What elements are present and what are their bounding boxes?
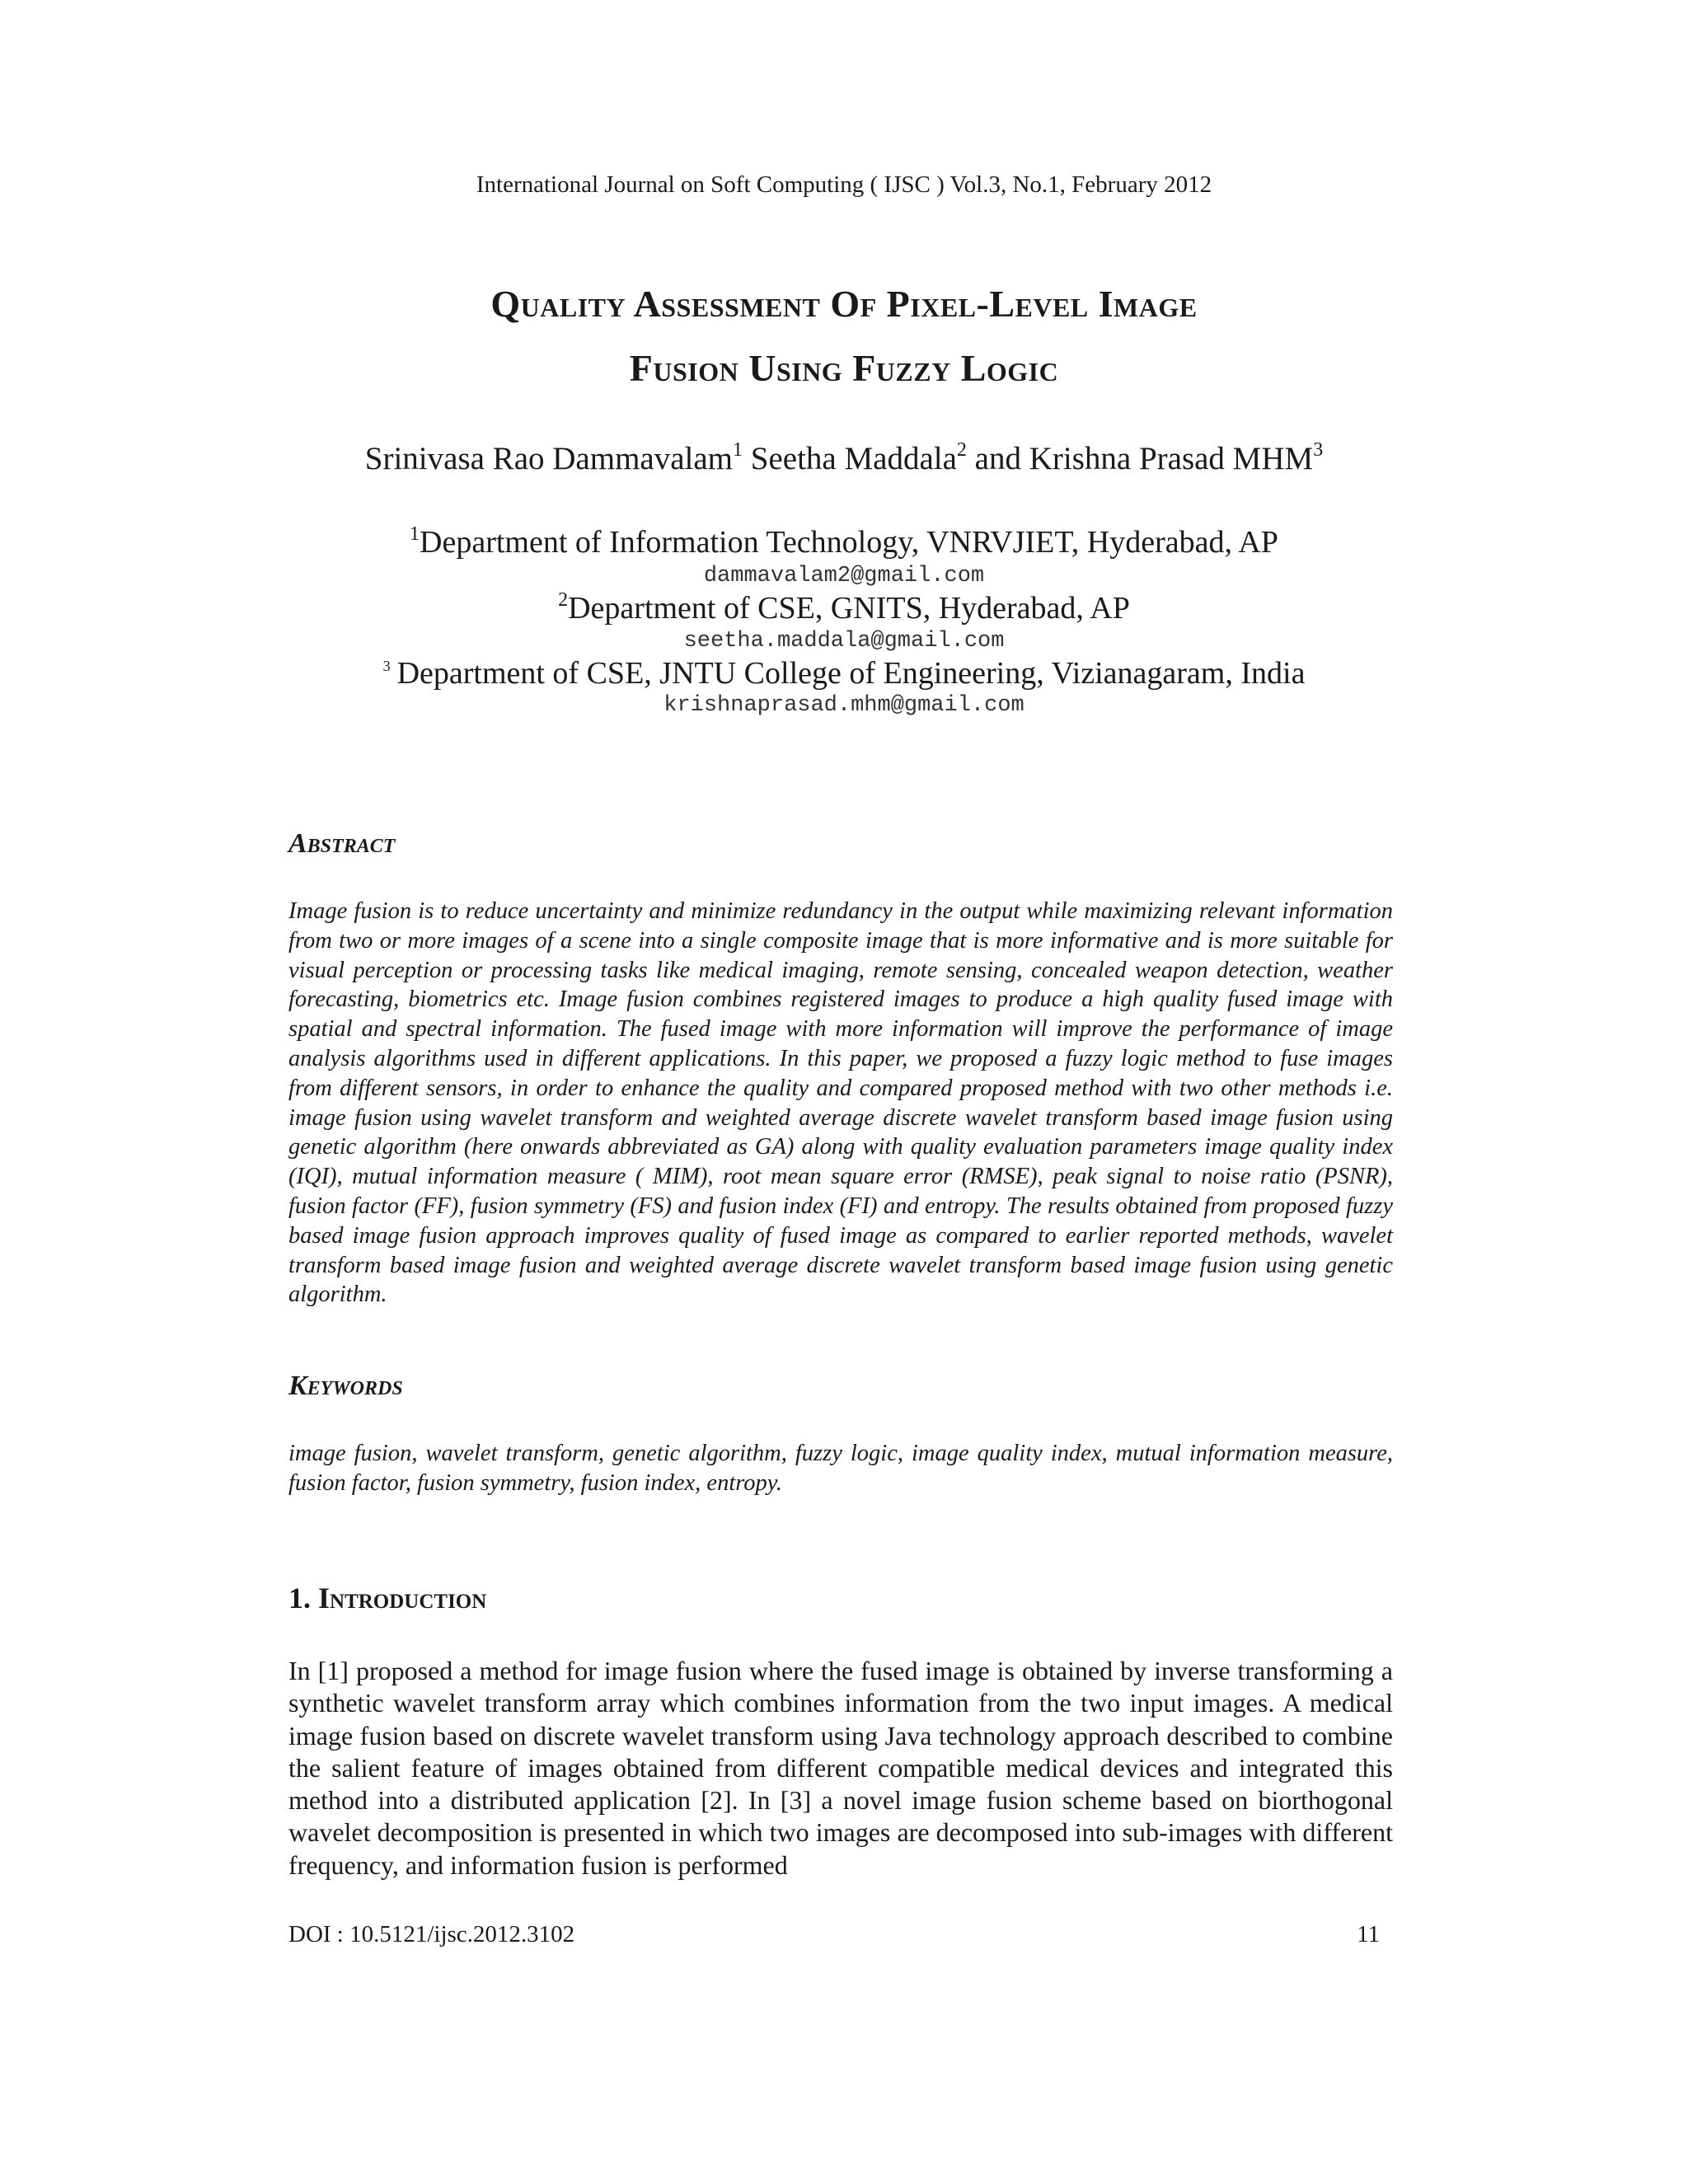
paper-title xyxy=(0,272,1688,401)
title-line-1: Quality Assessment Of Pixel-Level Image xyxy=(490,283,1198,325)
author-list xyxy=(0,438,1688,480)
affiliation-3 xyxy=(0,655,1688,691)
abstract-body: Image fusion is to reduce uncertainty and minimize redundancy in the output while maximizing relevant information from two or more images of a scene into a single composite image that is more informative and is more suitable for visual perception or processing tasks like medical imaging, remote sensing, concealed weapon detection, weather forecasting, biometrics etc. Image fusion combines registered images to produce a high quality fused image with spatial and spectral information. The fused image with more information will improve the performance of image analysis algorithms used in different applications. In this paper, we proposed a fuzzy logic method to fuse images from different sensors, in order to enhance the quality and compared proposed method with two other methods i.e. image fusion using wavelet transform and weighted average discrete wavelet transform based image fusion using genetic algorithm (here onwards abbreviated as GA) along with quality evaluation parameters image quality index (IQI), mutual information measure ( MIM), root mean square error (RMSE), peak signal to noise ratio (PSNR), fusion factor (FF), fusion symmetry (FS) and fusion index (FI) and entropy. The results obtained from proposed fuzzy based image fusion approach improves quality of fused image as compared to earlier reported methods, wavelet transform based image fusion and weighted average discrete wavelet transform based image fusion using genetic algorithm. xyxy=(288,898,1393,1308)
affiliation-1 xyxy=(0,524,1688,560)
author-3: and Krishna Prasad MHM xyxy=(966,441,1314,476)
page-number: 11 xyxy=(1357,1921,1380,1947)
affiliation-3-text: Department of CSE, JNTU College of Engineering, Vizianagaram, India xyxy=(396,656,1306,691)
footer-doi: DOI : 10.5121/ijsc.2012.3102 xyxy=(288,1921,575,1947)
author-2-sup: 2 xyxy=(956,439,967,461)
running-header: International Journal on Soft Computing ( IJSC ) Vol.3, No.1, February 2012 xyxy=(476,171,1212,198)
keywords-heading: Keywords xyxy=(288,1371,403,1401)
affiliation-2 xyxy=(0,590,1688,626)
title-line-2: Fusion Using Fuzzy Logic xyxy=(629,347,1059,389)
abstract-heading: Abstract xyxy=(288,828,396,859)
keywords-body: image fusion, wavelet transform, genetic algorithm, fuzzy logic, image quality index, mutual information measure, fusion factor, fusion symmetry, fusion index, entropy. xyxy=(288,1441,1393,1496)
affiliation-2-text: Department of CSE, GNITS, Hyderabad, AP xyxy=(568,591,1130,626)
affiliation-2-sup: 2 xyxy=(558,589,569,611)
author-2: Seetha Maddala xyxy=(743,441,957,476)
affiliation-1-sup: 1 xyxy=(410,523,420,545)
author-1: Srinivasa Rao Dammavalam xyxy=(364,441,734,476)
introduction-heading: 1. Introduction xyxy=(288,1582,487,1615)
affiliation-3-sup: 3 xyxy=(382,658,391,674)
author-3-sup: 3 xyxy=(1313,439,1324,461)
email-1[interactable]: dammavalam2@gmail.com xyxy=(703,564,985,588)
author-1-sup: 1 xyxy=(733,439,743,461)
introduction-body: In [1] proposed a method for image fusion where the fused image is obtained by inverse transforming a synthetic wavelet transform array which combines information from the two input images. A medical image fusion based on discrete wavelet transform using Java technology approach described to combine the salient feature of images obtained from different compatible medical devices and integrated this method into a distributed application [2]. In [3] a novel image fusion scheme based on biorthogonal wavelet decomposition is presented in which two images are decomposed into sub-images with different frequency, and information fusion is performed xyxy=(288,1656,1393,1880)
email-2[interactable]: seetha.maddala@gmail.com xyxy=(683,629,1005,654)
affiliation-1-text: Department of Information Technology, VNRVJIET, Hyderabad, AP xyxy=(420,525,1278,560)
email-3[interactable]: krishnaprasad.mhm@gmail.com xyxy=(663,693,1025,718)
